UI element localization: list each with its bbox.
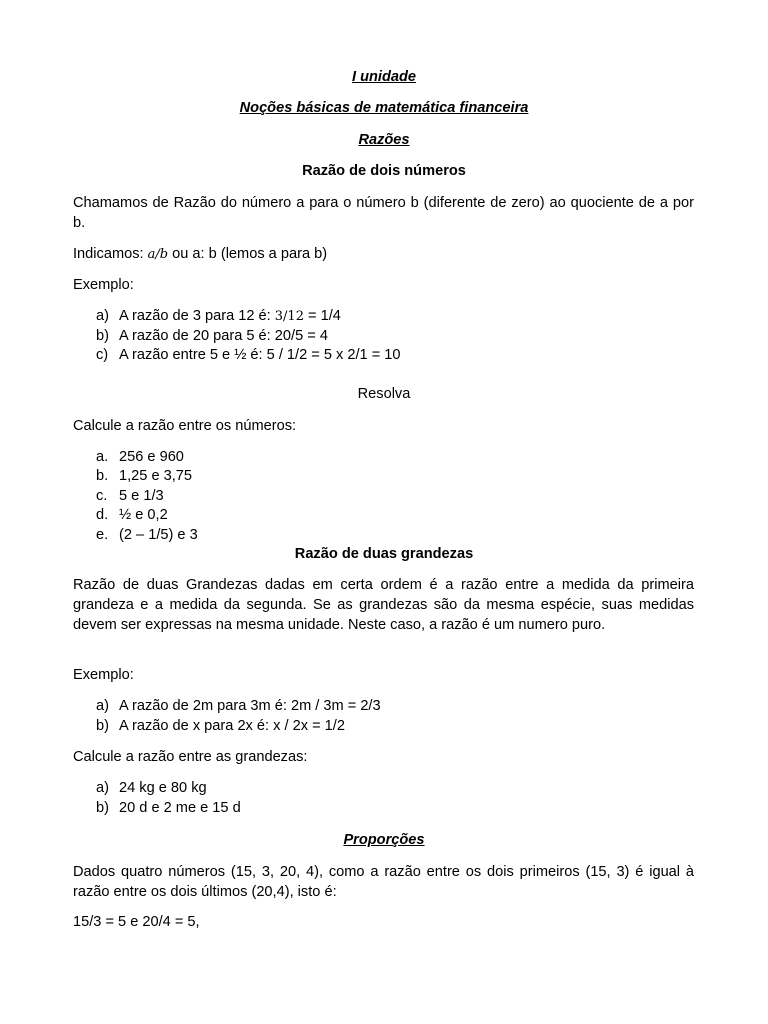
list-item: 256 e 960 (119, 449, 184, 465)
example-formula: 3/12 (274, 309, 304, 324)
list-item: 1,25 e 3,75 (119, 468, 193, 484)
exemplo-label: Exemplo: (73, 277, 134, 293)
example-text: A razão de 3 para 12 é: (119, 308, 275, 324)
list-marker: a) (96, 698, 109, 714)
list-item: A razão de 20 para 5 é: 20/5 = 4 (119, 328, 328, 344)
course-title: Noções básicas de matemática financeira (239, 100, 529, 116)
list-marker: a) (96, 780, 109, 796)
equation-line: 15/3 = 5 e 20/4 = 5, (73, 914, 200, 930)
list-item: (2 – 1/5) e 3 (119, 527, 198, 543)
indicamos-suffix: ou a: b (lemos a para b) (168, 246, 328, 262)
list-item: ½ e 0,2 (119, 507, 168, 523)
definition-paragraph: Chamamos de Razão do número a para o número b (diferente de zero) ao quociente de a por b. (73, 195, 694, 231)
list-marker: c. (96, 488, 108, 504)
indicamos-line (73, 245, 327, 264)
list-marker: b) (96, 718, 109, 734)
list-item: 24 kg e 80 kg (119, 780, 207, 796)
list-item (119, 307, 341, 326)
list-marker: a. (96, 449, 109, 465)
list-marker: c) (96, 347, 109, 363)
list-marker: b) (96, 328, 109, 344)
list-item: A razão entre 5 e ½ é: 5 / 1/2 = 5 x 2/1 = 10 (119, 347, 401, 363)
list-marker: b) (96, 800, 109, 816)
topic-title: Razões (358, 132, 410, 148)
list-marker: e. (96, 527, 109, 543)
list-item: 5 e 1/3 (119, 488, 164, 504)
indicamos-formula: a/b (147, 247, 169, 262)
list-marker: d. (96, 507, 109, 523)
section-heading-razao-dois-numeros: Razão de dois números (302, 163, 466, 179)
resolva-heading: Resolva (357, 386, 411, 402)
exercise-prompt: Calcule a razão entre os números: (73, 418, 297, 434)
list-marker: b. (96, 468, 109, 484)
example-result: = 1/4 (303, 308, 341, 324)
section-heading-proporcoes: Proporções (343, 832, 425, 848)
list-item: A razão de 2m para 3m é: 2m / 3m = 2/3 (119, 698, 381, 714)
list-item: 20 d e 2 me e 15 d (119, 800, 241, 816)
indicamos-prefix: Indicamos: (73, 246, 144, 262)
section-heading-razao-duas-grandezas: Razão de duas grandezas (294, 546, 474, 562)
list-item: A razão de x para 2x é: x / 2x = 1/2 (119, 718, 345, 734)
exercise-prompt: Calcule a razão entre as grandezas: (73, 749, 308, 765)
definition-paragraph: Razão de duas Grandezas dadas em certa ordem é a razão entre a medida da primeira grandeza e a medida da segunda. Se as grandezas são da mesma espécie, suas medidas devem ser expressas na mesma unidade. Neste caso, a razão é um numero puro. (73, 577, 694, 633)
exemplo-label: Exemplo: (73, 667, 134, 683)
unit-title: I unidade (351, 69, 417, 85)
list-marker: a) (96, 308, 109, 324)
definition-paragraph: Dados quatro números (15, 3, 20, 4), como a razão entre os dois primeiros (15, 3) é igual à razão entre os dois últimos (20,4), isto é: (73, 864, 694, 900)
